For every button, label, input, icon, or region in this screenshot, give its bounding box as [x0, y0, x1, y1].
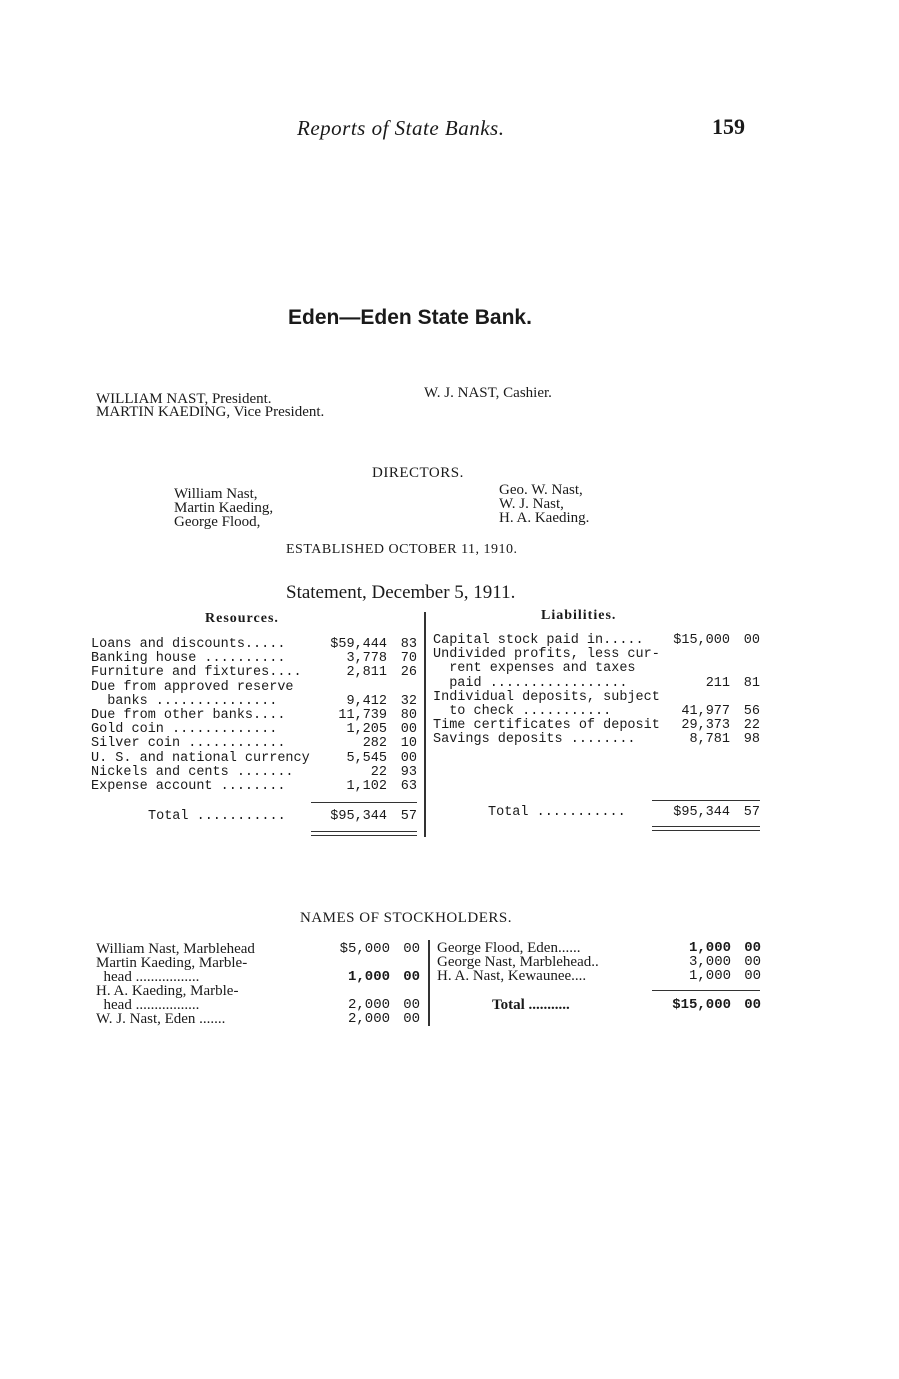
- liabilities-heading: Liabilities.: [541, 608, 617, 623]
- row-amount: 29,373: [681, 718, 730, 734]
- table-row: [91, 666, 417, 680]
- table-row: [433, 634, 760, 648]
- row-amount: 22: [370, 764, 387, 780]
- row-amount: 5,545: [346, 750, 387, 766]
- list-item: [96, 956, 420, 970]
- row-amount: 3,000: [688, 954, 731, 970]
- row-label: George Nast, Marblehead..: [437, 954, 599, 970]
- table-row: [91, 638, 417, 652]
- row-amount: 1,000: [688, 940, 731, 956]
- table-row: [433, 719, 760, 733]
- row-cents: 26: [400, 665, 417, 681]
- row-label: Furniture and fixtures....: [91, 665, 302, 681]
- row-label: Banking house ..........: [91, 651, 286, 667]
- row-amount: 2,811: [346, 665, 387, 681]
- table-row: [433, 677, 760, 691]
- row-label: Martin Kaeding, Marble-: [96, 955, 248, 971]
- row-label: Nickels and cents .......: [91, 764, 294, 780]
- total-amount: $15,000: [672, 997, 731, 1013]
- total-cents: 57: [743, 805, 760, 820]
- table-row: [91, 723, 417, 737]
- table-row: [433, 648, 760, 662]
- officer-cashier: W. J. NAST, Cashier.: [424, 385, 552, 401]
- subtotal-rule: [652, 990, 760, 991]
- table-row: [433, 705, 760, 719]
- column-divider: [428, 940, 430, 1026]
- row-label: paid .................: [433, 675, 628, 691]
- double-rule: [652, 826, 760, 827]
- director-name: William Nast,: [174, 486, 258, 502]
- row-label: rent expenses and taxes: [433, 661, 636, 677]
- row-label: Gold coin .............: [91, 722, 278, 738]
- subtotal-rule: [311, 802, 417, 803]
- total-amount: $95,344: [673, 805, 730, 820]
- row-cents: 00: [744, 940, 761, 956]
- row-amount: 11,739: [338, 707, 387, 723]
- row-cents: 32: [400, 693, 417, 709]
- total-label: Total ...........: [148, 809, 286, 824]
- row-amount: 41,977: [681, 703, 730, 719]
- row-cents: 00: [403, 969, 420, 985]
- row-amount: $59,444: [330, 637, 387, 652]
- row-amount: 1,102: [346, 778, 387, 794]
- row-cents: 00: [403, 997, 420, 1013]
- row-amount: 8,781: [689, 732, 730, 748]
- liabilities-table: [433, 634, 760, 748]
- row-cents: 22: [743, 718, 760, 734]
- row-amount: 2,000: [347, 1011, 390, 1027]
- row-label: George Flood, Eden......: [437, 940, 581, 956]
- row-cents: 10: [400, 736, 417, 752]
- running-header-title: Reports of State Banks.: [297, 116, 505, 140]
- row-cents: 98: [743, 732, 760, 748]
- resources-heading: Resources.: [205, 611, 279, 626]
- resources-table: [91, 638, 417, 794]
- director-name: Geo. W. Nast,: [499, 482, 583, 498]
- stockholders-heading: NAMES OF STOCKHOLDERS.: [300, 910, 513, 926]
- double-rule: [652, 830, 760, 831]
- row-cents: 93: [400, 764, 417, 780]
- table-row: [91, 780, 417, 794]
- row-amount: $5,000: [339, 941, 390, 957]
- row-cents: 00: [744, 968, 761, 984]
- row-cents: 63: [400, 778, 417, 794]
- bank-title: Eden—Eden State Bank.: [288, 306, 532, 329]
- row-label: head .................: [96, 997, 200, 1013]
- row-label: U. S. and national currency: [91, 750, 310, 766]
- stockholders-right-list: [437, 941, 761, 983]
- total-amount: $95,344: [330, 809, 387, 824]
- table-row: [91, 752, 417, 766]
- row-amount: 3,778: [346, 651, 387, 667]
- list-item: [437, 941, 761, 955]
- total-row: [91, 810, 417, 824]
- table-row: [91, 709, 417, 723]
- row-cents: 70: [400, 651, 417, 667]
- directors-left-list: [174, 487, 273, 529]
- total-label: Total ...........: [488, 805, 626, 820]
- column-divider: [424, 612, 426, 837]
- list-item: [96, 942, 420, 956]
- total-cents: 00: [744, 997, 761, 1013]
- row-label: Due from other banks....: [91, 707, 286, 723]
- liabilities-total: [433, 806, 760, 820]
- row-label: to check ...........: [433, 703, 612, 719]
- row-cents: 00: [400, 750, 417, 766]
- row-label: William Nast, Marblehead: [96, 941, 255, 957]
- row-cents: 81: [743, 675, 760, 691]
- table-row: [433, 691, 760, 705]
- row-cents: 80: [400, 707, 417, 723]
- row-label: Silver coin ............: [91, 736, 286, 752]
- table-row: [433, 733, 760, 747]
- row-label: H. A. Nast, Kewaunee....: [437, 968, 587, 984]
- row-label: head .................: [96, 969, 200, 985]
- page-number: 159: [712, 114, 745, 139]
- row-cents: 00: [743, 633, 760, 648]
- row-label: Savings deposits ........: [433, 732, 636, 748]
- double-rule: [311, 835, 417, 836]
- row-label: Expense account ........: [91, 778, 286, 794]
- row-cents: 00: [403, 941, 420, 957]
- row-amount: 1,000: [347, 969, 390, 985]
- row-amount: 211: [705, 675, 730, 691]
- resources-total: [91, 810, 417, 824]
- row-amount: 282: [362, 736, 387, 752]
- table-row: [91, 695, 417, 709]
- director-name: George Flood,: [174, 514, 261, 530]
- list-item: [96, 970, 420, 984]
- list-item: [437, 969, 761, 983]
- row-cents: 83: [400, 637, 417, 652]
- directors-right-list: [499, 483, 589, 525]
- row-amount: 1,205: [346, 722, 387, 738]
- officer-vice-president: MARTIN KAEDING, Vice President.: [96, 404, 325, 420]
- officer-president: WILLIAM NAST, President.: [96, 391, 272, 407]
- list-item: [96, 1012, 420, 1026]
- list-item: [96, 998, 420, 1012]
- row-amount: 1,000: [688, 968, 731, 984]
- total-cents: 57: [400, 809, 417, 824]
- row-label: Due from approved reserve: [91, 679, 294, 695]
- table-row: [433, 662, 760, 676]
- row-label: Loans and discounts.....: [91, 637, 286, 652]
- subtotal-rule: [652, 800, 760, 801]
- director-name: Martin Kaeding,: [174, 500, 274, 516]
- table-row: [91, 737, 417, 751]
- stockholders-total: [437, 998, 761, 1012]
- director-name: W. J. Nast,: [499, 496, 564, 512]
- row-cents: 56: [743, 703, 760, 719]
- list-item: [437, 955, 761, 969]
- list-item: [96, 984, 420, 998]
- row-amount: $15,000: [673, 633, 730, 648]
- double-rule: [311, 831, 417, 832]
- table-row: [91, 766, 417, 780]
- directors-heading: DIRECTORS.: [372, 465, 464, 481]
- established-date: ESTABLISHED OCTOBER 11, 1910.: [286, 542, 518, 557]
- row-cents: 00: [400, 722, 417, 738]
- row-label: Time certificates of deposit: [433, 718, 660, 734]
- statement-title: Statement, December 5, 1911.: [286, 582, 516, 603]
- total-row: [437, 998, 761, 1012]
- row-cents: 00: [744, 954, 761, 970]
- director-name: H. A. Kaeding.: [499, 510, 590, 526]
- stockholders-left-list: [96, 942, 420, 1026]
- row-label: Individual deposits, subject: [433, 689, 660, 705]
- row-cents: 00: [403, 1011, 420, 1027]
- row-label: W. J. Nast, Eden .......: [96, 1011, 226, 1027]
- row-amount: 2,000: [347, 997, 390, 1013]
- total-label: Total ...........: [492, 997, 570, 1013]
- total-row: [433, 806, 760, 820]
- row-amount: 9,412: [346, 693, 387, 709]
- row-label: Undivided profits, less cur-: [433, 647, 660, 663]
- table-row: [91, 652, 417, 666]
- row-label: H. A. Kaeding, Marble-: [96, 983, 239, 999]
- row-label: banks ...............: [91, 693, 278, 709]
- table-row: [91, 681, 417, 695]
- row-label: Capital stock paid in.....: [433, 633, 644, 648]
